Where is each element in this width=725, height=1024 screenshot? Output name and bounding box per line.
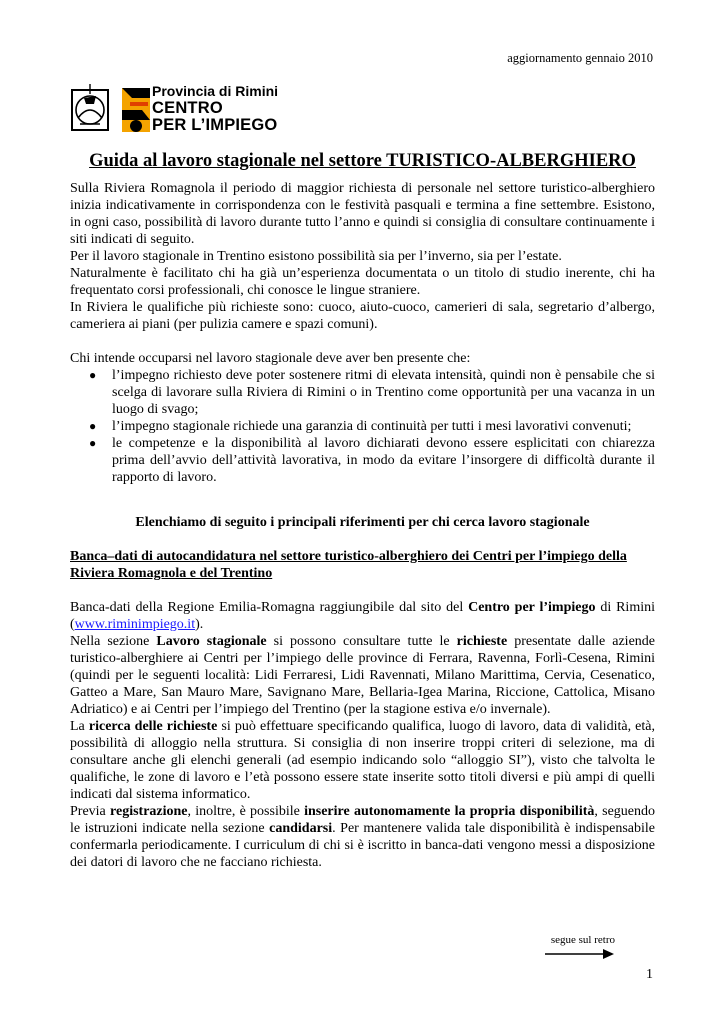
document-title: Guida al lavoro stagionale nel settore TURISTICO-ALBERGHIERO bbox=[89, 151, 636, 171]
crest-icon bbox=[72, 84, 108, 130]
intro-paragraph-3: Naturalmente è facilitato chi ha già un’esperienza documentata o un titolo di studio inerente, chi ha frequentato corsi professionali, chi conosce le lingue straniere. bbox=[70, 266, 655, 298]
logo-line1: CENTRO bbox=[152, 99, 223, 117]
logo-wordmark bbox=[152, 84, 278, 133]
requirements-lead: Chi intende occuparsi nel lavoro stagionale deve aver ben presente che: bbox=[70, 351, 471, 366]
bullet-icon: ● bbox=[89, 436, 97, 450]
bank-paragraph-3: La ricerca delle richieste si può effettuare specificando qualifica, luogo di lavoro, data di validità, età, possibilità di alloggio nella struttura. Si consiglia di non inserire troppi criteri di selezione, ma di consultare anche gli elenchi generali (ad esempio indicando solo “alloggio SI”), visto che talvolta le qualifiche, le zone di lavoro e l’età possono essere state inserite sotto titoli diversi e più ampi di quelli indicati dal sistema informatico. bbox=[70, 719, 656, 802]
intro-paragraph-1: Sulla Riviera Romagnola il periodo di maggior richiesta di personale nel settore turistico-alberghiero inizia indicativamente in corrispondenza con le festività pasquali e termina a fine settembre. Esistono, in ogni caso, possibilità di lavoro durante tutto l’anno e quindi si consiglia di consultare continuamente i siti indicati di seguito. bbox=[70, 181, 655, 247]
references-heading: Elenchiamo di seguito i principali riferimenti per chi cerca lavoro stagionale bbox=[135, 515, 590, 530]
bank-paragraph-1: Banca-dati della Regione Emilia-Romagna raggiungibile dal sito del Centro per l’impiego di Rimini (www.riminimpiego.it). bbox=[70, 600, 655, 632]
list-item: ● le competenze e la disponibilità al lavoro dichiarati devono essere esplicitati con chiarezza prima dell’avvio dell’attività lavorativa, in modo da evitare l’insorgere di difficoltà durante il rapporto di lavoro. bbox=[89, 436, 655, 485]
bullet-icon: ● bbox=[89, 419, 97, 433]
update-date: aggiornamento gennaio 2010 bbox=[507, 51, 653, 65]
centro-impiego-mark-icon bbox=[122, 88, 150, 132]
riminimpiego-link[interactable]: www.riminimpiego.it bbox=[74, 617, 196, 632]
page-number: 1 bbox=[646, 967, 653, 982]
intro-paragraph-4: In Riviera le qualifiche più richieste sono: cuoco, aiuto-cuoco, camerieri di sala, segretario d’albergo, cameriera ai piani (per pulizia camere e spazi comuni). bbox=[70, 300, 655, 332]
bank-paragraph-2: Nella sezione Lavoro stagionale si possono consultare tutte le richieste presentate dalle aziende turistico-alberghiere ai Centri per l’impiego delle province di Ferrara, Ravenna, Forlì-Cesena, Rimini (quindi per le seguenti località: Lidi Ferraresi, Lidi Ravennati, Milano Marittima, Cervia, Cesenatico, Gatteo a Mare, San Mauro Mare, Savignano Mare, Bellaria-Igea Marina, Riccione, Cattolica, Misano Adriatico) e ai Centri per l’impiego del Trentino (per la stagione estiva e/o invernale). bbox=[70, 634, 655, 717]
document-body bbox=[70, 180, 655, 871]
logo-line2: PER L’IMPIEGO bbox=[152, 115, 278, 134]
bank-paragraph-4: Previa registrazione, inoltre, è possibile inserire autonomamente la propria disponibilità, seguendo le istruzioni indicate nella sezione candidarsi. Per mantenere valida tale disponibilità è indispensabile confermarla periodicamente. I curriculum di chi si è iscritto in banca-dati vengono messi a disposizione dei datori di lavoro che ne facciano richiesta. bbox=[70, 804, 656, 870]
list-item: ● l’impegno stagionale richiede una garanzia di continuità per tutti i mesi lavorativi convenuti; bbox=[89, 419, 632, 434]
bullet-icon: ● bbox=[89, 368, 97, 382]
arrow-right-icon bbox=[545, 948, 615, 960]
continue-note: segue sul retro bbox=[550, 934, 615, 946]
intro-paragraph-2: Per il lavoro stagionale in Trentino esistono possibilità sia per l’inverno, sia per l’estate. bbox=[70, 249, 562, 264]
list-item: ● l’impegno richiesto deve poter sostenere ritmi di elevata intensità, quindi non è pensabile che si scelga di lavorare sulla Riviera di Rimini o in Trentino come opportunità per una vacanza in un luogo di svago; bbox=[89, 368, 655, 417]
requirements-list bbox=[70, 367, 655, 486]
logo-province: Provincia di Rimini bbox=[152, 83, 279, 99]
bank-heading: Banca–dati di autocandidatura nel settore turistico-alberghiero dei Centri per l’impiego della Riviera Romagnola e del Trentino bbox=[70, 549, 627, 581]
